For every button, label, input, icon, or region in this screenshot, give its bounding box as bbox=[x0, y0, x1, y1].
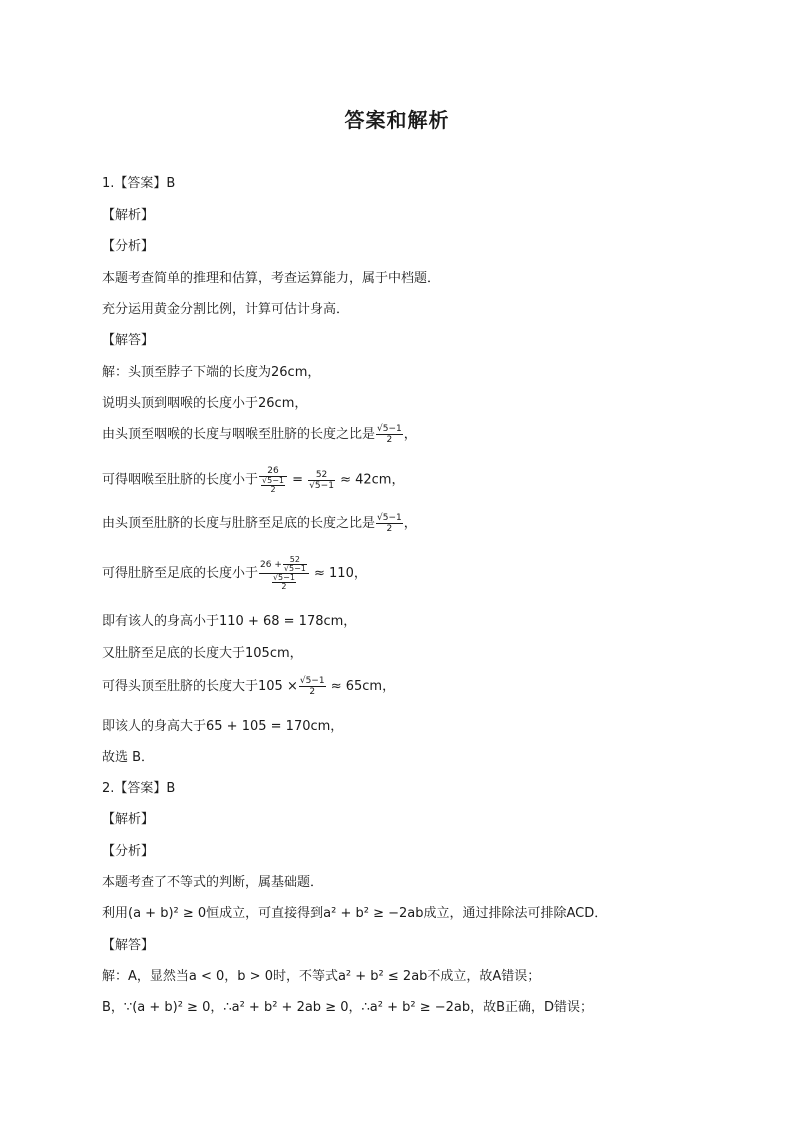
q1-step-3: 由头顶至咽喉的长度与咽喉至肚脐的长度之比是 $\frac{√5-1}{2}$ ， bbox=[102, 424, 417, 445]
q1-step-6 bbox=[102, 556, 367, 591]
q1-step-10: 即该人的身高大于65 + 105 = 170cm， bbox=[102, 719, 344, 734]
q1-answer-line: 1.【答案】B bbox=[102, 176, 176, 191]
q1-step-1: 解：头顶至脖子下端的长度为26cm， bbox=[102, 365, 321, 380]
q1-step-4-text: 可得咽喉至肚脐的长度小于 bbox=[102, 472, 259, 488]
page-title: 答案和解析 bbox=[344, 108, 450, 132]
q1-jieda-heading: 【解答】 bbox=[102, 333, 155, 348]
q1-fenxi-heading: 【分析】 bbox=[102, 239, 155, 254]
q1-step-6-tail: ≈ 110， bbox=[314, 566, 367, 581]
q2-answer-line: 2.【答案】B bbox=[102, 781, 176, 796]
q1-step-3-text: 由头顶至咽喉的长度与咽喉至肚脐的长度之比是 bbox=[102, 427, 376, 442]
q1-step-11: 故选 B． bbox=[102, 750, 155, 765]
q1-step-9 bbox=[102, 676, 395, 697]
q1-step-4: 可得咽喉至肚脐的长度小于 $\frac{26}{\frac{√5-1}{2}}$ = $\frac{52}{√5-1}$ ≈ 42cm， bbox=[102, 466, 405, 494]
q2-fenxi-heading: 【分析】 bbox=[102, 844, 155, 859]
q1-analysis-2: 充分运用黄金分割比例，计算可估计身高． bbox=[102, 302, 350, 317]
golden-ratio-fraction: $\frac{√5-1}{2}$ bbox=[377, 424, 402, 445]
golden-ratio-fraction-2: $\frac{√5-1}{2}$ bbox=[377, 513, 402, 534]
golden-ratio-fraction-3: $\frac{√5-1}{2}$ bbox=[299, 676, 325, 697]
q1-step-2: 说明头顶到咽喉的长度小于26cm， bbox=[102, 396, 308, 411]
q1-step-5-text: 由头顶至肚脐的长度与肚脐至足底的长度之比是 bbox=[102, 516, 376, 531]
fraction-52-over-sqrt: $\frac{52}{√5-1}$ bbox=[309, 469, 334, 491]
q1-step-9-text: 可得头顶至肚脐的长度大于105 × bbox=[102, 679, 298, 694]
q2-step-2: B，∵(a + b)² ≥ 0，∴a² + b² + 2ab ≥ 0，∴a² + b² ≥ −2ab，故B正确，D错误； bbox=[102, 1000, 594, 1015]
q2-jiexi-heading: 【解析】 bbox=[102, 812, 155, 827]
q1-step-5: 由头顶至肚脐的长度与肚脐至足底的长度之比是 $\frac{√5-1}{2}$ ， bbox=[102, 513, 417, 534]
q1-jiexi-heading: 【解析】 bbox=[102, 208, 155, 223]
q1-step-6-text: 可得肚脐至足底的长度小于 bbox=[102, 566, 259, 581]
q1-step-4-tail: ≈ 42cm， bbox=[340, 472, 405, 488]
q1-step-9-tail: ≈ 65cm， bbox=[330, 679, 396, 694]
q1-analysis-1: 本题考查简单的推理和估算，考查运算能力，属于中档题． bbox=[102, 271, 441, 286]
fraction-26-over-ratio: $\frac{26}{\frac{√5-1}{2}}$ bbox=[259, 466, 287, 494]
q2-analysis-2: 利用(a + b)² ≥ 0恒成立，可直接得到a² + b² ≥ −2ab成立，通过排除法可排除ACD． bbox=[102, 906, 608, 921]
q1-step-8: 又肚脐至足底的长度大于105cm， bbox=[102, 646, 303, 661]
q2-jieda-heading: 【解答】 bbox=[102, 938, 155, 953]
compound-fraction: 26 + $\frac{52}{√5-1}$ $\frac{√5-1}{2}$ bbox=[259, 556, 309, 591]
q1-step-7: 即有该人的身高小于110 + 68 = 178cm， bbox=[102, 614, 357, 629]
q2-step-1: 解：A，显然当a < 0，b > 0时，不等式a² + b² ≤ 2ab不成立，故A错误； bbox=[102, 969, 541, 984]
q2-analysis-1: 本题考查了不等式的判断，属基础题． bbox=[102, 875, 324, 890]
